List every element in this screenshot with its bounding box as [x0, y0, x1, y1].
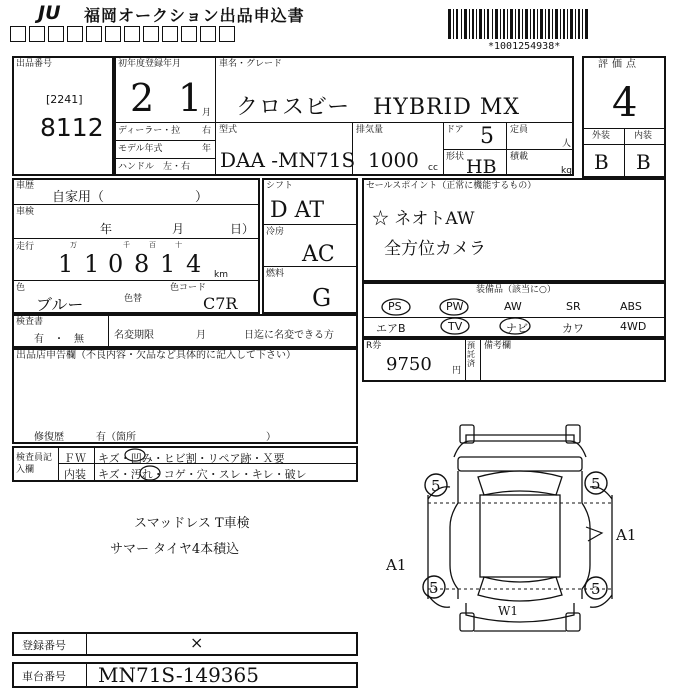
registration-month: 1 [178, 76, 203, 120]
dealer-label: ディーラー・拉 [118, 126, 181, 136]
left-side-note: A1 [386, 556, 407, 574]
equipment-pw: PW [446, 300, 464, 313]
remarks-label: 備考欄 [484, 341, 512, 351]
evaluation-score: 4 [612, 80, 638, 126]
equipment-navi: ナビ [506, 322, 528, 335]
doors-value: 5 [480, 124, 494, 149]
recycle-deposit-label: 預託済 [467, 341, 475, 368]
reg-number-label: 登録番号 [22, 639, 66, 652]
repair-history-value: 有（箇所 ） [96, 432, 276, 443]
interior-label: 内装 [634, 131, 653, 141]
fuel-label: 燃料 [266, 269, 285, 279]
sales-point-line: 全方位カメラ [384, 239, 486, 259]
inspection-day-unit: 日） [230, 222, 255, 236]
chassis-number-value: MN71S-149365 [98, 663, 259, 687]
recycle-value: 9750 [386, 354, 432, 375]
shift-label: シフト [266, 181, 294, 191]
lot-sub-number: [2241] [46, 93, 83, 106]
tire-mark: 5 [431, 477, 441, 495]
equipment-ps: PS [388, 300, 402, 313]
color-code-value: C7R [203, 294, 238, 313]
color-change-label: 色替 [124, 294, 143, 304]
inspector-fw-items: キズ・凹み・ヒビ割・リペア跡・Ｘ要 [98, 452, 285, 465]
inspection-month-unit: 月 [172, 222, 185, 236]
inspector-interior-label: 内装 [64, 468, 86, 481]
odometer [50, 240, 210, 278]
inspection-label: 車検 [16, 207, 35, 217]
model-value: DAA -MN71S [220, 148, 356, 172]
right-side-note: A1 [616, 526, 637, 544]
warranty-label: 名変期限 [114, 330, 154, 341]
odometer-digit: 4 [186, 250, 202, 278]
tire-mark: 5 [591, 475, 601, 493]
registration-month-unit: 月 [202, 108, 212, 118]
equipment-label: 装備品（該当に○） [476, 285, 556, 295]
capacity-unit: 人 [562, 139, 572, 149]
equipment-leather: カワ [562, 322, 584, 335]
mileage-label: 走行 [16, 242, 35, 252]
maintenance-label: 検査書 [16, 317, 44, 327]
reg-number-value: × [190, 633, 204, 652]
mileage-unit: km [214, 270, 228, 280]
odometer-scale-mark: 千 [123, 241, 130, 249]
color-value: ブルー [36, 295, 84, 314]
odometer-digit: 1 [84, 250, 100, 278]
maintenance-options: 有 ・ 無 [34, 334, 84, 345]
tire-mark: 5 [591, 580, 601, 598]
load-unit: kg [561, 166, 572, 176]
equipment-circle-marks [362, 282, 666, 338]
car-damage-diagram [410, 415, 636, 645]
doors-label: ドア [446, 125, 464, 135]
lot-number: 8112 [40, 113, 104, 142]
interior-value: B [636, 150, 651, 174]
color-label: 色 [16, 283, 26, 293]
shift-value: D AT [270, 198, 324, 223]
rear-note: W1 [498, 604, 518, 618]
equipment-4wd: 4WD [620, 320, 647, 333]
dealer-right: 右 [202, 126, 212, 136]
sales-points-box [362, 178, 666, 282]
model-year-unit: 年 [202, 144, 212, 154]
odometer-digit: 8 [134, 250, 150, 278]
equipment-abs: ABS [620, 300, 642, 313]
car-name-label: 車名・グレード [219, 59, 283, 69]
ac-label: 冷房 [266, 227, 285, 237]
displacement-value: 1000 [368, 148, 419, 172]
usage-value: 自家用（ ） [52, 190, 209, 205]
exterior-value: B [594, 150, 609, 174]
odometer-scale-mark: 百 [149, 241, 156, 249]
inspector-fw-label: ＦＷ [64, 452, 86, 465]
seller-note-line: サマー タイヤ4本積込 [110, 542, 240, 557]
color-code-label: 色コード [170, 283, 207, 293]
model-year-label: モデル年式 [118, 144, 163, 154]
capacity-label: 定員 [510, 125, 529, 135]
odometer-scale-mark: 十 [175, 241, 182, 249]
displacement-label: 排気量 [356, 125, 384, 135]
repair-history-label: 修復歴 [34, 432, 64, 443]
ac-value: AC [302, 242, 335, 267]
odometer-scale-mark: 万 [70, 241, 77, 249]
warranty-note: 日迄に名変できる方 [244, 330, 334, 341]
odometer-digit: 1 [58, 250, 74, 278]
lot-number-label: 出品番号 [16, 59, 53, 69]
equipment-tv: TV [448, 320, 463, 333]
equipment-aw: AW [504, 300, 522, 313]
load-label: 積載 [510, 152, 529, 162]
model-label: 型式 [219, 125, 238, 135]
logo-text: JU [38, 2, 61, 24]
usage-label: 車歴 [16, 181, 35, 191]
shape-label: 形状 [446, 152, 465, 162]
odometer-digit: 1 [160, 250, 176, 278]
fuel-value: G [312, 284, 332, 312]
barcode-number: *1001254938* [488, 41, 561, 52]
exterior-label: 外装 [592, 131, 611, 141]
warranty-unit: 月 [196, 330, 206, 341]
evaluation-label: 評価点 [598, 59, 640, 70]
barcode-graphic [448, 9, 588, 39]
car-name-value: クロスビー HYBRID MX [236, 95, 521, 120]
seller-note-line: スマッドレス T車検 [134, 516, 250, 531]
seller-notes-label: 出品店申告欄（不良内容・欠品など具体的に記入して下さい） [16, 350, 296, 361]
inspection-year-unit: 年 [100, 222, 113, 236]
equipment-sr: SR [566, 300, 581, 313]
form-title: 福岡オークション出品申込書 [84, 6, 305, 25]
displacement-unit: cc [428, 163, 438, 173]
company-logo [38, 2, 82, 24]
equipment-airbag: エアB [376, 322, 406, 335]
tire-mark: 5 [429, 579, 439, 597]
shape-value: HB [466, 156, 497, 178]
barcode [448, 9, 588, 39]
registration-label: 初年度登録年月 [118, 59, 182, 69]
sales-point-line: ☆ ネオトAW [372, 209, 475, 229]
inspector-circle-marks [120, 446, 180, 482]
chassis-number-label: 車台番号 [22, 670, 66, 683]
recycle-label: R券 [366, 341, 382, 351]
inspector-label: 検査員記入欄 [16, 453, 53, 475]
sales-points-label: セールスポイント（正常に機能するもの） [366, 181, 537, 191]
handle-label: ハンドル 左・右 [118, 162, 191, 172]
odometer-digit: 0 [108, 250, 124, 278]
registration-year: 2 [130, 76, 155, 120]
recycle-unit: 円 [452, 366, 462, 376]
inspector-interior-items: キズ・汚れ・コゲ・穴・スレ・キレ・破レ [98, 468, 307, 481]
